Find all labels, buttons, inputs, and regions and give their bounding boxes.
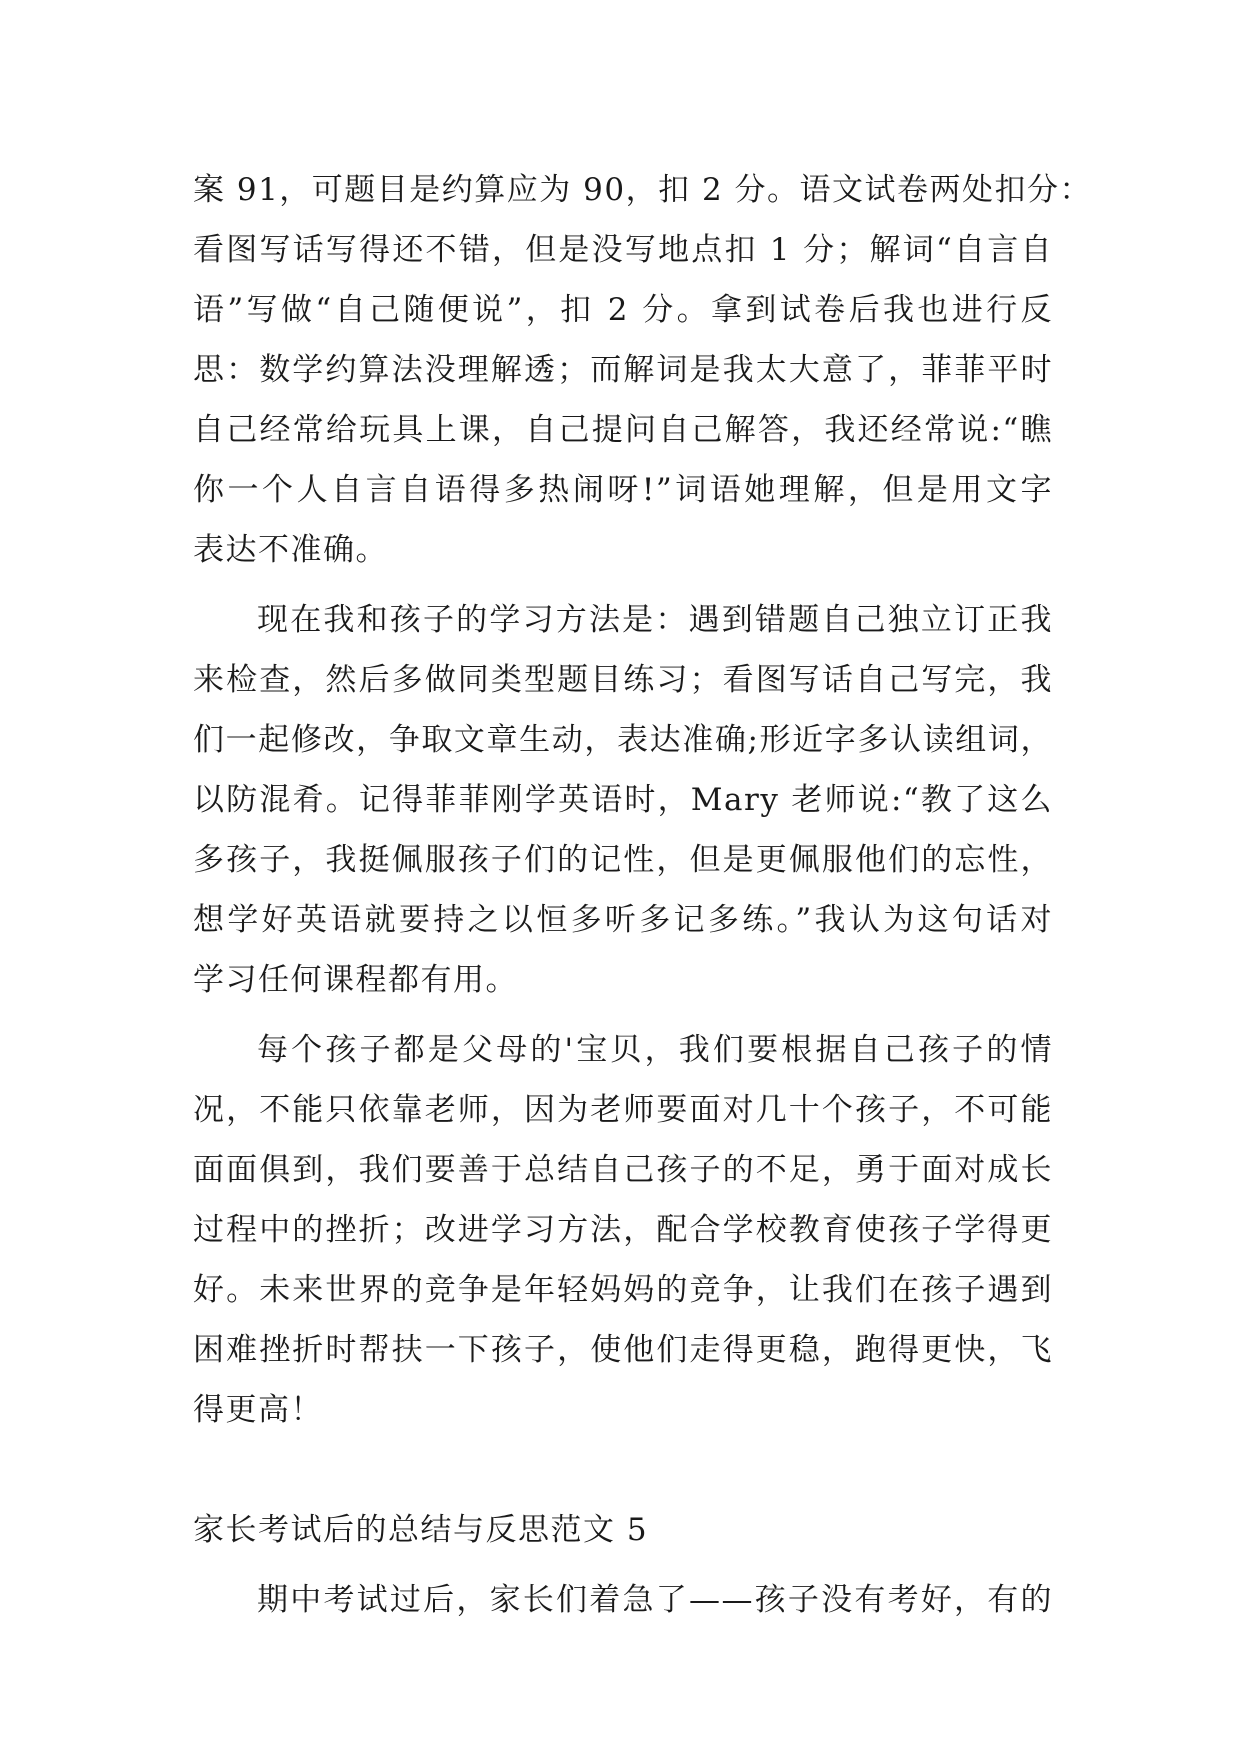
- text-line: 每个孩子都是父母的'宝贝，我们要根据自己孩子的情: [257, 1032, 1053, 1068]
- text-line: 过程中的挫折；改进学习方法，配合学校教育使孩子学得更: [193, 1212, 1053, 1248]
- text-line: 们一起修改，争取文章生动，表达准确;形近字多认读组词，: [193, 722, 1053, 758]
- paragraph-3: [193, 1020, 1053, 1440]
- text-line: 期中考试过后，家长们着急了——孩子没有考好，有的: [257, 1582, 1053, 1618]
- text-line: 况，不能只依靠老师，因为老师要面对几十个孩子，不可能: [193, 1092, 1053, 1128]
- text-line: 自己经常给玩具上课，自己提问自己解答，我还经常说:“瞧: [193, 412, 1053, 448]
- document-body: [193, 160, 1093, 1630]
- text-line: 看图写话写得还不错，但是没写地点扣 1 分；解词“自言自: [193, 232, 1053, 268]
- text-line: 现在我和孩子的学习方法是：遇到错题自己独立订正我: [257, 602, 1053, 638]
- text-line: 来检查，然后多做同类型题目练习；看图写话自己写完，我: [193, 662, 1053, 698]
- text-line: 困难挫折时帮扶一下孩子，使他们走得更稳，跑得更快，飞: [193, 1332, 1053, 1368]
- text-line: 语”写做“自己随便说”，扣 2 分。拿到试卷后我也进行反: [193, 292, 1053, 328]
- paragraph-4: [193, 1570, 1053, 1630]
- text-line: 思：数学约算法没理解透；而解词是我太大意了，菲菲平时: [193, 352, 1053, 388]
- text-line: 你一个人自言自语得多热闹呀!”词语她理解，但是用文字: [193, 472, 1053, 508]
- paragraph-2: [193, 590, 1053, 1010]
- text-line: 多孩子，我挺佩服孩子们的记性，但是更佩服他们的忘性，: [193, 842, 1053, 878]
- paragraph-1: [193, 160, 1093, 580]
- text-line: 想学好英语就要持之以恒多听多记多练。”我认为这句话对: [193, 902, 1053, 938]
- text-line: 面面俱到，我们要善于总结自己孩子的不足，勇于面对成长: [193, 1152, 1053, 1188]
- text-line: 以防混肴。记得菲菲刚学英语时，Mary 老师说:“教了这么: [193, 782, 1053, 818]
- section-title: 家长考试后的总结与反思范文 5: [193, 1512, 649, 1548]
- text-line: 案 91，可题目是约算应为 90，扣 2 分。语文试卷两处扣分：: [193, 172, 1093, 208]
- text-line: 得更高！: [193, 1392, 323, 1428]
- text-line: 表达不准确。: [193, 532, 388, 568]
- text-line: 学习任何课程都有用。: [193, 962, 518, 998]
- text-line: 好。未来世界的竞争是年轻妈妈的竞争，让我们在孩子遇到: [193, 1272, 1053, 1308]
